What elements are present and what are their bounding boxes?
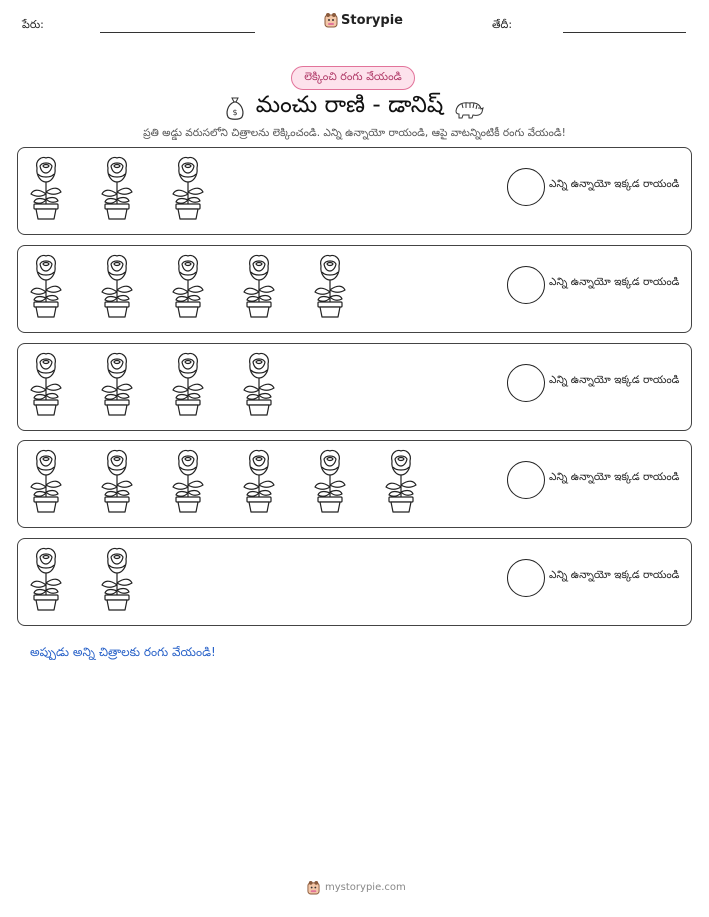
svg-text:$: $	[232, 108, 238, 117]
flower-pot-icon	[97, 154, 137, 220]
flower-pot-icon	[97, 545, 137, 611]
storypie-logo-icon	[307, 880, 320, 895]
footer-note: అప్పుడు అన్ని చిత్రాలకు రంగు వేయండి!	[30, 645, 216, 659]
flower-pot-icon	[239, 252, 279, 318]
flower-pot-icon	[26, 447, 66, 513]
flower-pot-icon	[97, 447, 137, 513]
site-url: mystorypie.com	[325, 882, 406, 893]
count-row	[17, 147, 692, 235]
title-row	[0, 92, 709, 124]
name-field[interactable]	[100, 32, 255, 33]
flower-group	[26, 545, 137, 615]
flower-pot-icon	[310, 447, 350, 513]
answer-label: ఎన్ని ఉన్నాయో ఇక్కడ రాయండి	[549, 276, 680, 288]
flower-pot-icon	[97, 350, 137, 416]
activity-badge	[291, 66, 415, 90]
date-label: తేదీ:	[492, 18, 513, 31]
count-row	[17, 343, 692, 431]
flower-group	[26, 447, 421, 517]
storypie-logo-icon	[324, 12, 338, 28]
flower-pot-icon	[97, 252, 137, 318]
flower-pot-icon	[26, 545, 66, 611]
count-row	[17, 245, 692, 333]
answer-label: ఎన్ని ఉన్నాయో ఇక్కడ రాయండి	[549, 569, 680, 581]
tiger-icon	[453, 97, 485, 119]
brand	[324, 12, 403, 28]
answer-circle[interactable]	[507, 559, 545, 597]
flower-pot-icon	[381, 447, 421, 513]
flower-group	[26, 154, 208, 224]
money-bag-icon	[224, 95, 246, 121]
flower-pot-icon	[26, 350, 66, 416]
flower-pot-icon	[26, 252, 66, 318]
flower-pot-icon	[168, 350, 208, 416]
flower-pot-icon	[239, 350, 279, 416]
answer-circle[interactable]	[507, 364, 545, 402]
flower-group	[26, 350, 279, 420]
flower-pot-icon	[26, 154, 66, 220]
count-row	[17, 440, 692, 528]
flower-pot-icon	[168, 154, 208, 220]
activity-badge-text: లెక్కించి రంగు వేయండి	[304, 70, 402, 83]
count-row	[17, 538, 692, 626]
name-label: పేరు:	[22, 18, 44, 31]
flower-pot-icon	[239, 447, 279, 513]
site-footer	[307, 880, 406, 895]
brand-name: Storypie	[341, 12, 403, 28]
answer-label: ఎన్ని ఉన్నాయో ఇక్కడ రాయండి	[549, 374, 680, 386]
flower-group	[26, 252, 350, 322]
answer-circle[interactable]	[507, 266, 545, 304]
instruction-text: ప్రతి అడ్డు వరుసలోని చిత్రాలను లెక్కించండి. ఎన్ని ఉన్నాయో రాయండి, ఆపై వాటన్నింటికీ రంగు వేయండి!	[143, 127, 566, 139]
answer-label: ఎన్ని ఉన్నాయో ఇక్కడ రాయండి	[549, 178, 680, 190]
flower-pot-icon	[168, 447, 208, 513]
answer-circle[interactable]	[507, 168, 545, 206]
page-title: మంచు రాణి - డానిష్	[255, 92, 444, 118]
date-field[interactable]	[563, 32, 686, 33]
answer-label: ఎన్ని ఉన్నాయో ఇక్కడ రాయండి	[549, 471, 680, 483]
flower-pot-icon	[168, 252, 208, 318]
answer-circle[interactable]	[507, 461, 545, 499]
flower-pot-icon	[310, 252, 350, 318]
